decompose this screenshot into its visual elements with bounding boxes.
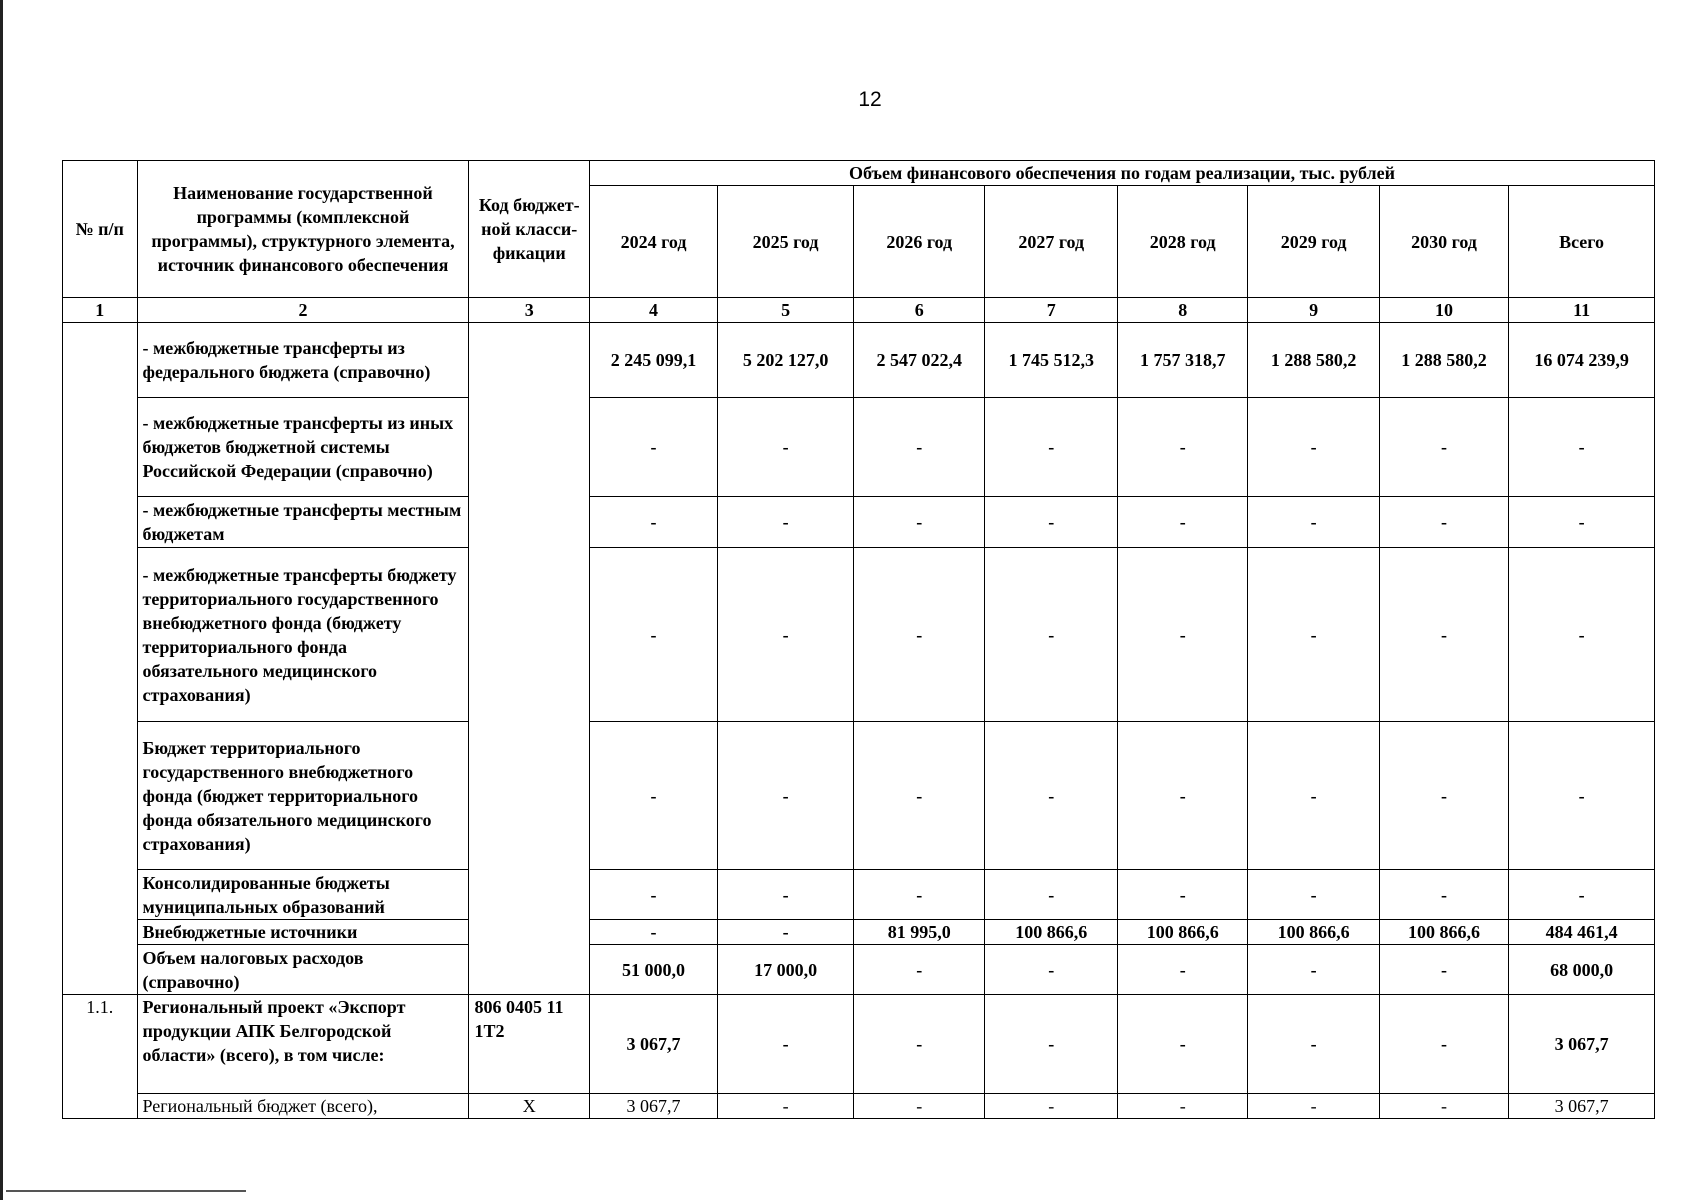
value-cell: 1 288 580,2	[1379, 323, 1508, 398]
value-cell: -	[1248, 398, 1379, 497]
value-cell: -	[985, 1094, 1118, 1119]
table-row	[63, 497, 1655, 548]
value-cell: -	[1118, 1094, 1248, 1119]
index-cell: 8	[1118, 298, 1248, 323]
value-cell: -	[985, 870, 1118, 920]
value-cell: 3 067,7	[589, 995, 717, 1094]
page-number: 12	[858, 88, 882, 111]
row-name: - межбюджетные трансферты местным бюджетам	[137, 497, 469, 548]
value-cell: -	[1379, 1094, 1508, 1119]
project-number: 1.1.	[63, 995, 138, 1119]
value-cell: 100 866,6	[1379, 920, 1508, 945]
value-cell: -	[1379, 398, 1508, 497]
table-row	[63, 398, 1655, 497]
table-row	[63, 995, 1655, 1094]
table-row	[63, 870, 1655, 920]
index-cell: 4	[589, 298, 717, 323]
value-cell: -	[589, 870, 717, 920]
table-row	[63, 920, 1655, 945]
table-row	[63, 548, 1655, 722]
value-cell: -	[589, 398, 717, 497]
table-row	[63, 323, 1655, 398]
value-cell: -	[985, 722, 1118, 870]
header-year: 2024 год	[589, 186, 717, 298]
value-cell: -	[985, 995, 1118, 1094]
header-year: 2028 год	[1118, 186, 1248, 298]
value-cell: -	[1248, 945, 1379, 995]
value-cell: -	[718, 497, 854, 548]
value-cell: -	[718, 722, 854, 870]
value-cell: 1 288 580,2	[1248, 323, 1379, 398]
index-cell: 5	[718, 298, 854, 323]
value-cell: -	[853, 548, 984, 722]
value-cell: -	[1118, 548, 1248, 722]
total-cell: -	[1509, 398, 1655, 497]
value-cell: -	[1379, 548, 1508, 722]
row-name: Бюджет территориального государственного внебюджетного фонда (бюджет территориального фонда обязательного медицинского страхования)	[137, 722, 469, 870]
index-cell: 10	[1379, 298, 1508, 323]
index-cell: 7	[985, 298, 1118, 323]
value-cell: -	[985, 945, 1118, 995]
row-name: Внебюджетные источники	[137, 920, 469, 945]
value-cell: -	[1118, 995, 1248, 1094]
value-cell: -	[1379, 497, 1508, 548]
index-cell: 11	[1509, 298, 1655, 323]
value-cell: 2 547 022,4	[853, 323, 984, 398]
value-cell: -	[1118, 870, 1248, 920]
total-cell: -	[1509, 870, 1655, 920]
value-cell: -	[718, 995, 854, 1094]
value-cell: -	[853, 1094, 984, 1119]
index-cell: 6	[853, 298, 984, 323]
row-name: - межбюджетные трансферты бюджету территориального государственного внебюджетного фонда (бюджету территориального фонда обязательного медицинского страхования)	[137, 548, 469, 722]
total-cell: -	[1509, 548, 1655, 722]
value-cell: -	[1248, 722, 1379, 870]
index-cell: 2	[137, 298, 469, 323]
value-cell: -	[589, 497, 717, 548]
row-name: Консолидированные бюджеты муниципальных образований	[137, 870, 469, 920]
table-row	[63, 722, 1655, 870]
total-cell: -	[1509, 722, 1655, 870]
value-cell: 5 202 127,0	[718, 323, 854, 398]
index-cell: 3	[469, 298, 590, 323]
value-cell: -	[718, 548, 854, 722]
value-cell: 3 067,7	[589, 1094, 717, 1119]
header-name: Наименование государственной программы (комплексной программы), структурного элемента, источник финансового обеспечения	[137, 161, 469, 298]
header-year: 2029 год	[1248, 186, 1379, 298]
value-cell: -	[1118, 945, 1248, 995]
value-cell: -	[985, 398, 1118, 497]
value-cell: -	[1248, 548, 1379, 722]
value-cell: -	[589, 722, 717, 870]
row-name: - межбюджетные трансферты из иных бюджетов бюджетной системы Российской Федерации (справочно)	[137, 398, 469, 497]
total-cell: 484 461,4	[1509, 920, 1655, 945]
value-cell: -	[985, 548, 1118, 722]
value-cell: -	[853, 870, 984, 920]
table-row	[63, 945, 1655, 995]
header-no: № п/п	[63, 161, 138, 298]
value-cell: 17 000,0	[718, 945, 854, 995]
header-year: 2026 год	[853, 186, 984, 298]
header-year: 2030 год	[1379, 186, 1508, 298]
header-year: 2025 год	[718, 186, 854, 298]
subrow-code: X	[469, 1094, 590, 1119]
value-cell: 81 995,0	[853, 920, 984, 945]
total-cell: 68 000,0	[1509, 945, 1655, 995]
value-cell: -	[1118, 722, 1248, 870]
value-cell: 1 745 512,3	[985, 323, 1118, 398]
header-total: Всего	[1509, 186, 1655, 298]
value-cell: -	[1118, 398, 1248, 497]
value-cell: -	[718, 1094, 854, 1119]
value-cell: -	[718, 870, 854, 920]
total-cell: 3 067,7	[1509, 1094, 1655, 1119]
total-cell: -	[1509, 497, 1655, 548]
value-cell: 2 245 099,1	[589, 323, 717, 398]
index-cell: 9	[1248, 298, 1379, 323]
value-cell: 1 757 318,7	[1118, 323, 1248, 398]
financing-table	[62, 160, 1655, 1119]
header-code: Код бюджет-ной класси-фикации	[469, 161, 590, 298]
value-cell: -	[1248, 497, 1379, 548]
value-cell: -	[853, 722, 984, 870]
project-code: 806 0405 11 1Т2	[469, 995, 590, 1094]
value-cell: -	[1379, 995, 1508, 1094]
value-cell: -	[1118, 497, 1248, 548]
row-number-empty	[63, 323, 138, 995]
value-cell: 100 866,6	[1248, 920, 1379, 945]
index-cell: 1	[63, 298, 138, 323]
value-cell: -	[1379, 722, 1508, 870]
subrow-name: Региональный бюджет (всего),	[137, 1094, 469, 1119]
value-cell: -	[853, 398, 984, 497]
value-cell: -	[1248, 870, 1379, 920]
value-cell: -	[589, 920, 717, 945]
total-cell: 16 074 239,9	[1509, 323, 1655, 398]
row-name: Объем налоговых расходов (справочно)	[137, 945, 469, 995]
scan-bottom-rule	[6, 1190, 246, 1192]
value-cell: -	[1379, 870, 1508, 920]
value-cell: -	[589, 548, 717, 722]
value-cell: -	[985, 497, 1118, 548]
value-cell: -	[718, 398, 854, 497]
header-financing-group: Объем финансового обеспечения по годам реализации, тыс. рублей	[589, 161, 1654, 186]
header-year: 2027 год	[985, 186, 1118, 298]
value-cell: 100 866,6	[985, 920, 1118, 945]
value-cell: 100 866,6	[1118, 920, 1248, 945]
scan-left-edge	[0, 0, 3, 1200]
value-cell: -	[853, 497, 984, 548]
total-cell: 3 067,7	[1509, 995, 1655, 1094]
row-name: - межбюджетные трансферты из федерального бюджета (справочно)	[137, 323, 469, 398]
value-cell: -	[1379, 945, 1508, 995]
value-cell: -	[1248, 995, 1379, 1094]
value-cell: -	[1248, 1094, 1379, 1119]
row-code-empty	[469, 323, 590, 995]
value-cell: -	[718, 920, 854, 945]
value-cell: -	[853, 945, 984, 995]
project-name: Региональный проект «Экспорт продукции АПК Белгородской области» (всего), в том числе:	[137, 995, 469, 1094]
value-cell: -	[853, 995, 984, 1094]
value-cell: 51 000,0	[589, 945, 717, 995]
table-row	[63, 1094, 1655, 1119]
